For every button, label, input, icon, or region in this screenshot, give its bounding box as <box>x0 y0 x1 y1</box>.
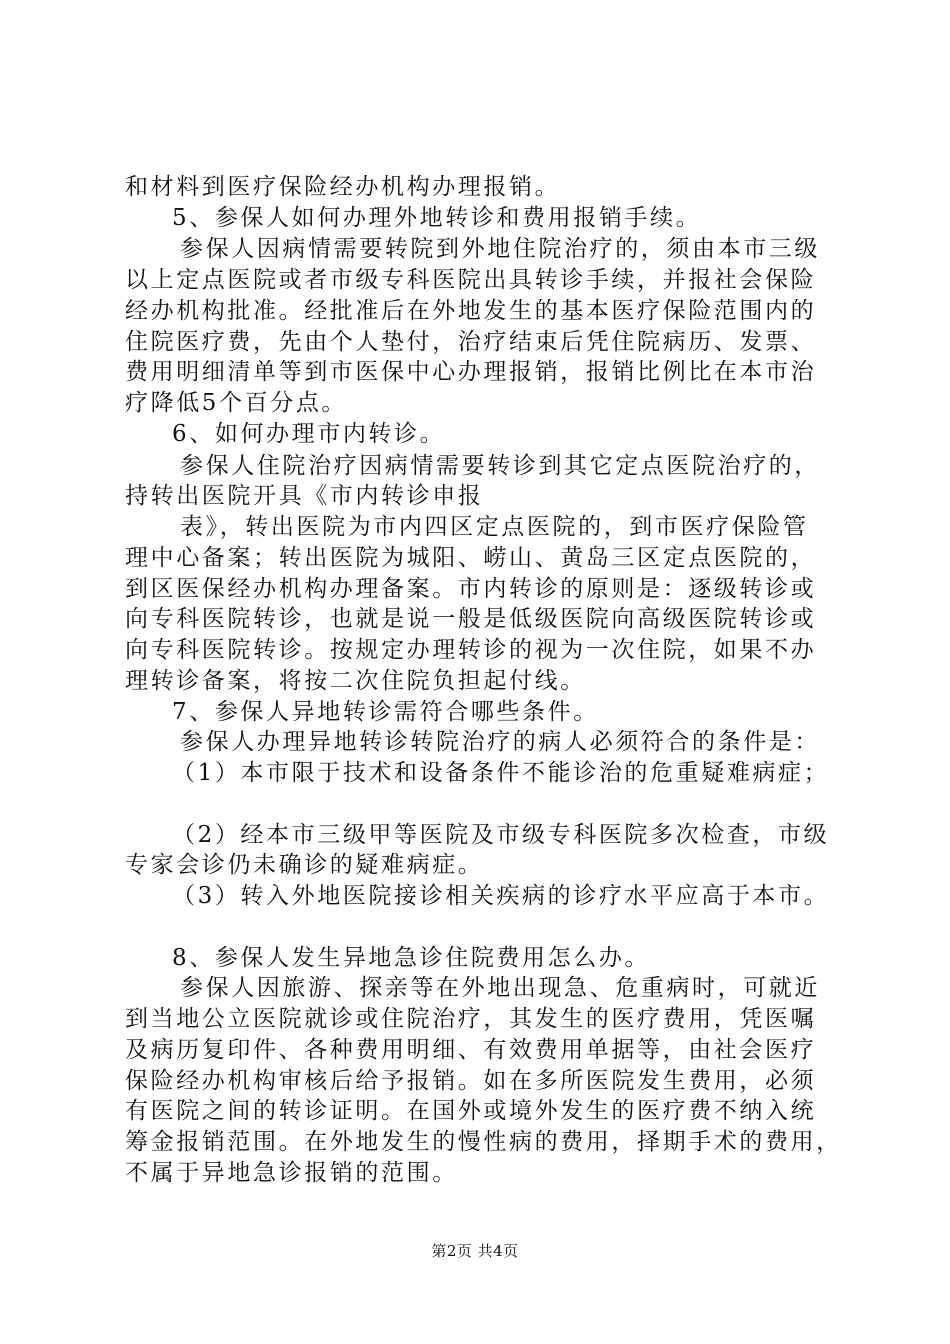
page-number-footer: 第2页 共4页 <box>431 1242 519 1260</box>
text-line: 参保人因病情需要转院到外地住院治疗的，须由本市三级 <box>180 236 820 262</box>
question-8-heading: 8、参保人发生异地急诊住院费用怎么办。 <box>172 945 651 971</box>
text-line: 和材料到医疗保险经办机构办理报销。 <box>125 174 561 200</box>
condition-2: （2）经本市三级甲等医院及市级专科医院多次检查，市级 <box>172 822 830 848</box>
condition-3: （3）转入外地医院接诊相关疾病的诊疗水平应高于本市。 <box>172 883 830 909</box>
text-line: 参保人办理异地转诊转院治疗的病人必须符合的条件是： <box>180 729 820 755</box>
text-line: 持转出医院开具《市内转诊申报 <box>125 483 484 509</box>
text-line: 保险经办机构审核后给予报销。如在多所医院发生费用，必须 <box>125 1068 817 1094</box>
text-line: 参保人因旅游、探亲等在外地出现急、危重病时，可就近 <box>180 975 820 1001</box>
text-line: 向专科医院转诊。按规定办理转诊的视为一次住院，如果不办 <box>125 637 817 663</box>
text-line: 费用明细清单等到市医保中心办理报销，报销比例比在本市治 <box>125 359 817 385</box>
text-line: 理转诊备案，将按二次住院负担起付线。 <box>125 668 586 694</box>
text-line: 经办机构批准。经批准后在外地发生的基本医疗保险范围内的 <box>125 298 817 324</box>
text-line: 不属于异地急诊报销的范围。 <box>125 1160 458 1186</box>
question-5-heading: 5、参保人如何办理外地转诊和费用报销手续。 <box>172 205 702 231</box>
text-line: 以上定点医院或者市级专科医院出具转诊手续，并报社会保险 <box>125 267 817 293</box>
text-line: 有医院之间的转诊证明。在国外或境外发生的医疗费不纳入统 <box>125 1098 817 1124</box>
text-line: 及病历复印件、各种费用明细、有效费用单据等，由社会医疗 <box>125 1037 817 1063</box>
text-line: 参保人住院治疗因病情需要转诊到其它定点医院治疗的， <box>180 453 820 479</box>
text-line: 到区医保经办机构办理备案。市内转诊的原则是：逐级转诊或 <box>125 576 817 602</box>
text-line: 到当地公立医院就诊或住院治疗，其发生的医疗费用，凭医嘱 <box>125 1006 817 1032</box>
text-line: 专家会诊仍未确诊的疑难病症。 <box>125 852 484 878</box>
question-6-heading: 6、如何办理市内转诊。 <box>172 421 446 447</box>
text-line: 筹金报销范围。在外地发生的慢性病的费用，择期手术的费用， <box>125 1129 842 1155</box>
text-line: 理中心备案；转出医院为城阳、崂山、黄岛三区定点医院的， <box>125 545 817 571</box>
text-line: 住院医疗费，先由个人垫付，治疗结束后凭住院病历、发票、 <box>125 329 817 355</box>
text-line: 疗降低5个百分点。 <box>125 390 348 416</box>
text-line: 向专科医院转诊，也就是说一般是低级医院向高级医院转诊或 <box>125 606 817 632</box>
condition-1: （1）本市限于技术和设备条件不能诊治的危重疑难病症； <box>172 760 830 786</box>
question-7-heading: 7、参保人异地转诊需符合哪些条件。 <box>172 699 599 725</box>
text-line: 表》，转出医院为市内四区定点医院的，到市医疗保险管 <box>180 514 809 540</box>
